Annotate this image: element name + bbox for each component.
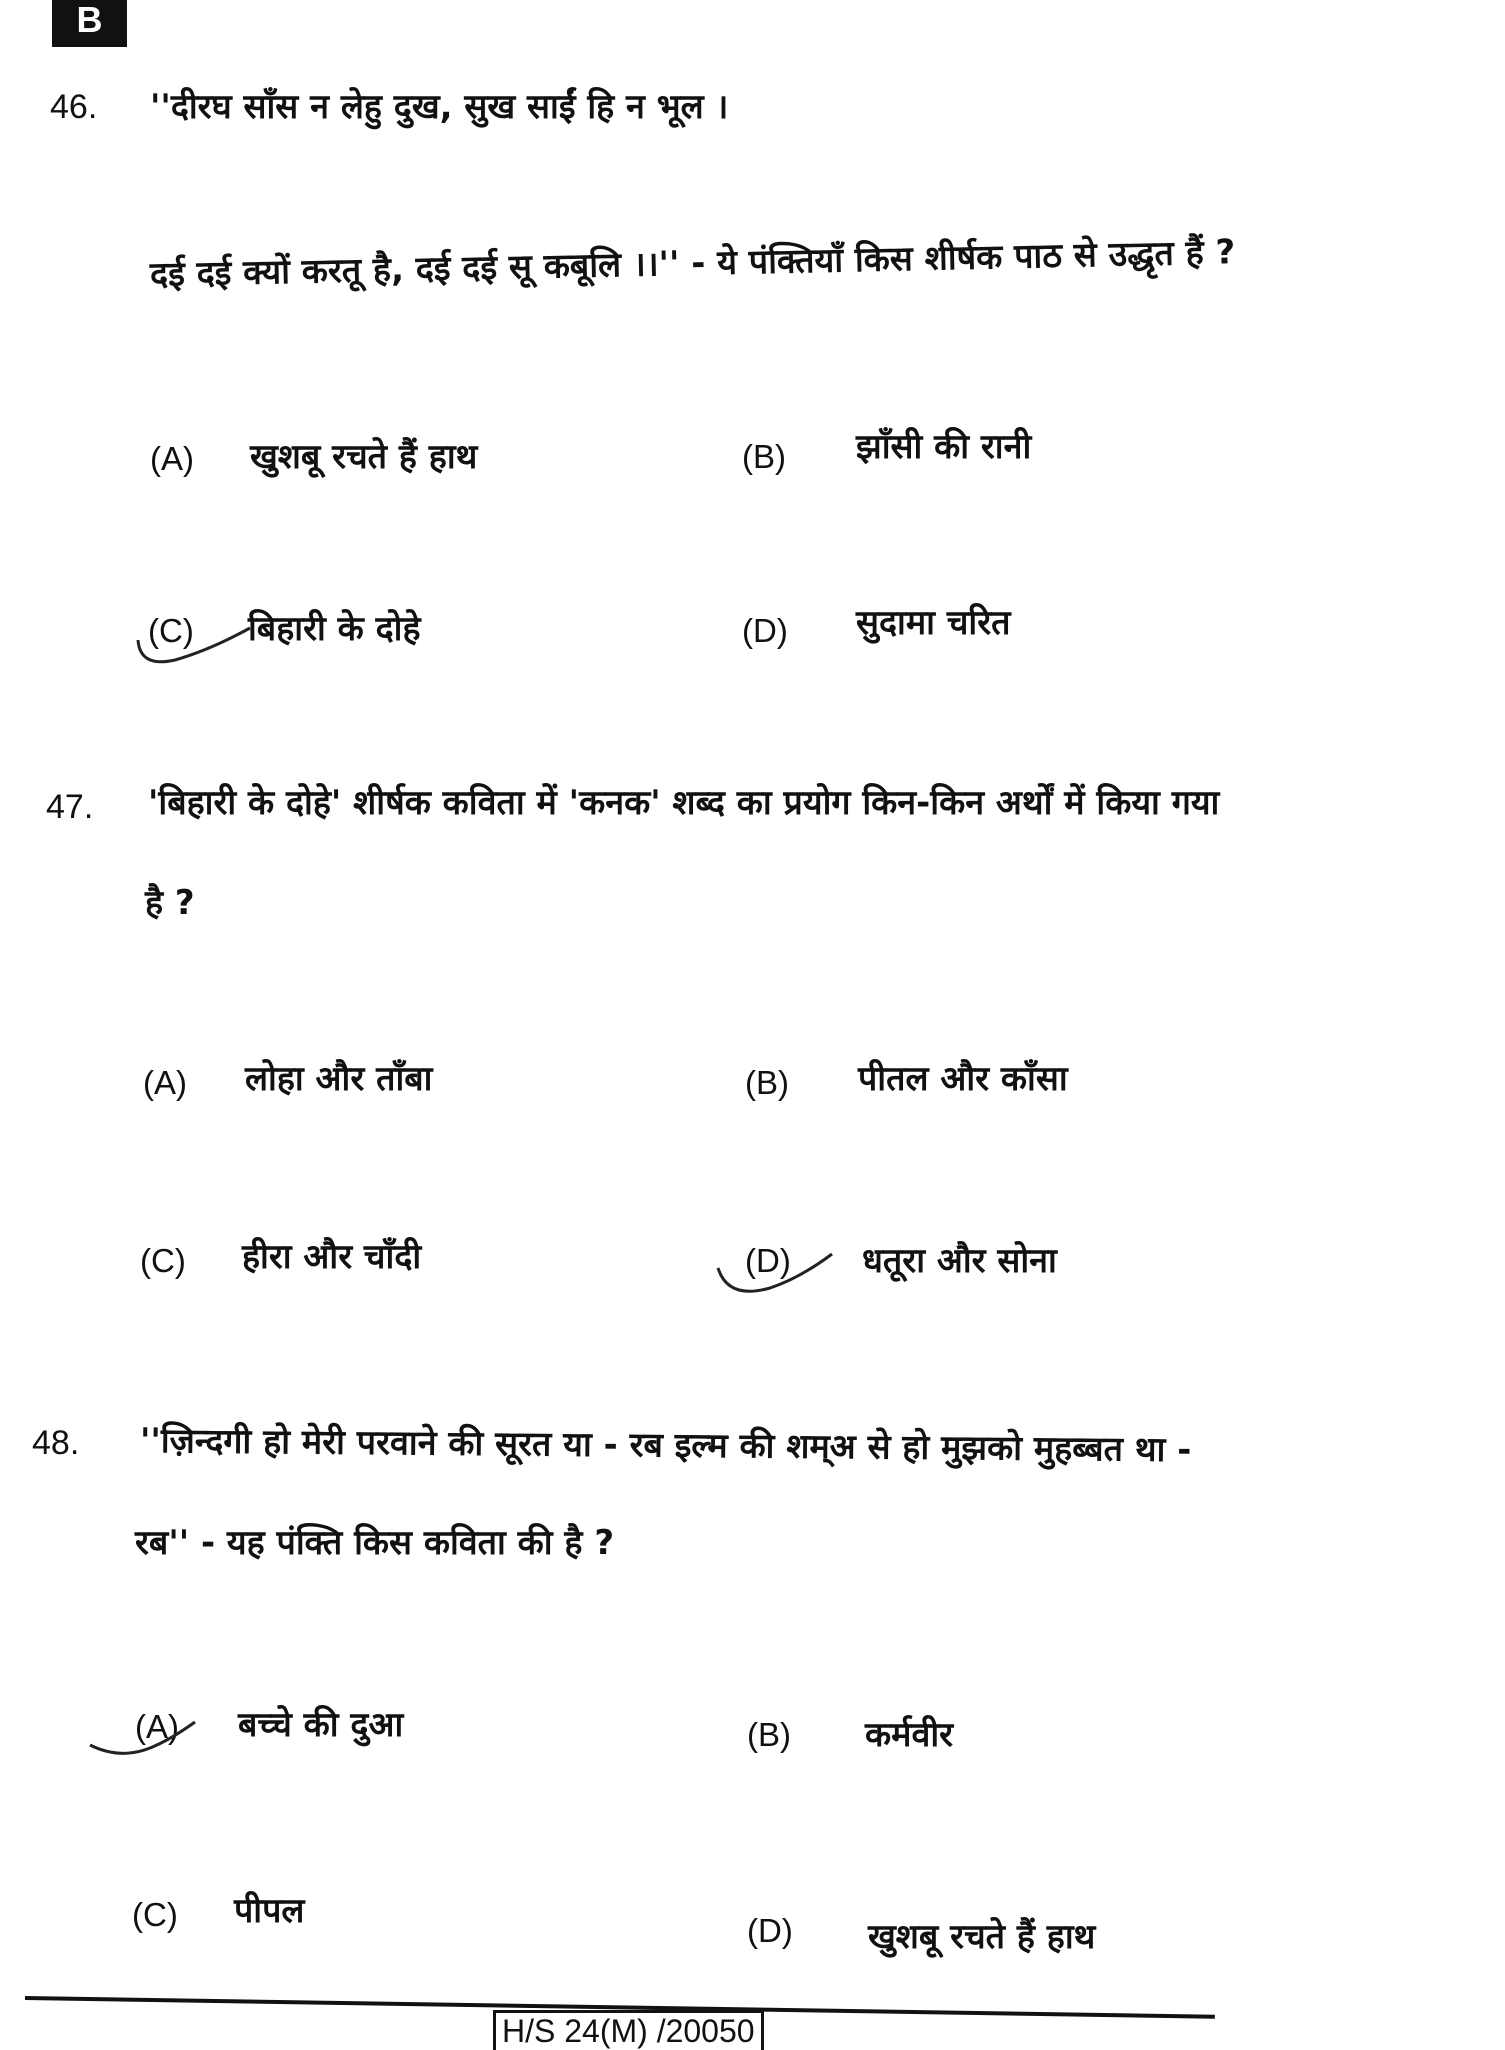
q47-option-a-label[interactable]: (A) — [143, 1064, 187, 1101]
q46-option-c-label[interactable]: (C) — [148, 612, 194, 649]
q47-option-d-label[interactable]: (D) — [745, 1242, 791, 1279]
q47-option-c-text: हीरा और चाँदी — [242, 1237, 422, 1277]
question-47-line-1: 'बिहारी के दोहे' शीर्षक कविता में 'कनक' शब्द का प्रयोग किन-किन अर्थों में किया गया — [148, 783, 1220, 823]
question-46-number: 46. — [50, 88, 98, 126]
q48-option-b-text: कर्मवीर — [865, 1715, 954, 1755]
question-46-line-2: दई दई क्यों करतू है, दई दई सू कबूलि ।।'' - ये पंक्तियाँ किस शीर्षक पाठ से उद्धृत हैं ? — [149, 232, 1236, 295]
question-47-line-2: है ? — [145, 883, 195, 923]
q48-option-c-label[interactable]: (C) — [132, 1896, 178, 1933]
q47-option-b-label[interactable]: (B) — [745, 1064, 789, 1101]
q48-option-d-label[interactable]: (D) — [747, 1912, 793, 1949]
q46-option-c-text: बिहारी के दोहे — [248, 609, 421, 649]
question-47-number: 47. — [46, 788, 94, 826]
question-46-line-1: ''दीरघ साँस न लेहु दुख, सुख साईं हि न भूल । — [150, 87, 729, 127]
q46-option-a-label[interactable]: (A) — [150, 440, 194, 477]
footer-code: H/S 24(M) /20050 — [493, 2010, 764, 2050]
question-48-number: 48. — [32, 1424, 80, 1462]
q46-option-b-text: झाँसी की रानी — [856, 427, 1032, 467]
q48-option-d-text: खुशबू रचते हैं हाथ — [868, 1917, 1096, 1957]
set-badge: B — [52, 0, 127, 47]
q47-option-d-text: धतूरा और सोना — [862, 1241, 1057, 1281]
q48-option-b-label[interactable]: (B) — [747, 1716, 791, 1753]
question-48-line-1: ''ज़िन्दगी हो मेरी परवाने की सूरत या - रब इल्म की शम्अ से हो मुझको मुहब्बत था - — [139, 1421, 1192, 1471]
q48-option-a-text: बच्चे की दुआ — [238, 1705, 404, 1745]
q47-option-b-text: पीतल और काँसा — [858, 1059, 1068, 1099]
q46-option-b-label[interactable]: (B) — [742, 438, 786, 475]
q48-option-a-label[interactable]: (A) — [135, 1708, 179, 1745]
q46-option-d-text: सुदामा चरित — [856, 603, 1011, 643]
question-48-line-2: रब'' - यह पंक्ति किस कविता की है ? — [135, 1523, 615, 1563]
q47-option-c-label[interactable]: (C) — [140, 1242, 186, 1279]
q46-option-a-text: खुशबू रचते हैं हाथ — [250, 437, 478, 477]
q48-option-c-text: पीपल — [234, 1891, 305, 1931]
q46-option-d-label[interactable]: (D) — [742, 612, 788, 649]
q47-option-a-text: लोहा और ताँबा — [245, 1059, 433, 1099]
